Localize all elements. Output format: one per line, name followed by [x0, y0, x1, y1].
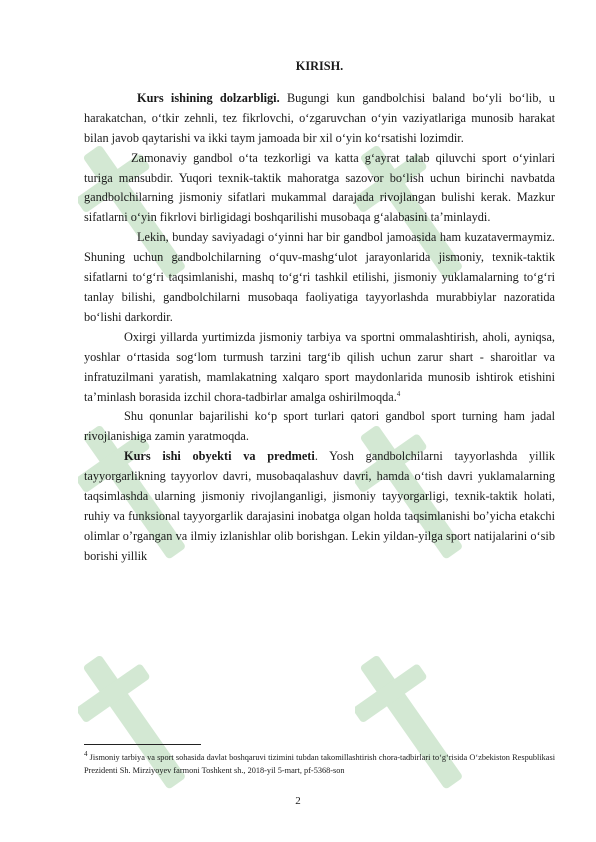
footnote-divider [84, 744, 201, 745]
watermark-logo-bottom-right [355, 610, 485, 810]
footnote [84, 751, 555, 777]
paragraph-relevance [84, 89, 555, 149]
paragraph-modern-handball: Zamonaviy gandbol o‘ta tezkorligi va katta g‘ayrat talab qiluvchi sport o‘yinlari turiga mansubdir. Yuqori texnik-taktik mahoratga sazovor bo‘lish uchun birinchi navbatda gandbolchilarning jismoniy sifatlari mukammal darajada rivojlangan bulishi kerak. Mazkur sifatlarni o‘yin fikrlovi birligidagi boshqarilishi musobaqa g‘alabasini ta’minlaydi. [84, 150, 555, 225]
sport-policy-text: Oxirgi yillarda yurtimizda jismoniy tarbiya va sportni ommalashtirish, aholi, ayniqsa, yoshlar o‘rtasida sog‘lom turmush tarzini targ‘ib qilish uchun zarur shart - sharoitlar va infratuzilmani yaratish, mamlakatning xalqaro sport maydonlarida munosib ishtirok etishini ta’minlash borasida izchil chora-tadbirlar amalga oshirilmoqda. [84, 329, 555, 404]
object-subject-heading: Kurs ishi obyekti va predmeti [124, 449, 315, 464]
paragraph-object-subject [84, 447, 555, 566]
page-title: KIRISH. [295, 59, 344, 73]
paragraph-laws: Shu qonunlar bajarilishi ko‘p sport turlari qatori gandbol sport turning ham jadal rivojlanishiga zamin yaratmoqda. [84, 409, 555, 444]
relevance-heading: Kurs ishining dolzarbligi. [137, 90, 280, 105]
footnote-reference: 4 [396, 389, 401, 398]
paragraph-training: Lekin, bunday saviyadagi o‘yinni har bir gandbol jamoasida ham kuzatavermaymiz. Shuning uchun gandbolchilarning o‘quv-mashg‘ulot jarayonlarida jismoniy, texnik-taktik sifatlarni to‘g‘ri taqsimlanishi, mashq to‘g‘ri tashkil etilishi, jismoniy yuklamalarning to‘g‘ri tanlay bilishi, gandbolchilarni musobaqa faoliyatiga tayyorlashda murabbiylar nazoratida bo‘lishi darkordir. [84, 230, 555, 324]
object-subject-text: . Yosh gandbolchilarni tayyorlashda yillik tayyorgarlikning tayyorlov davri, musobaqalashuv davri, hamda o‘tish davri yuklamalarning taqsimlashda ularning jismoniy rivojlanganligi, jismoniy tayyorgarligi, texnik-taktik holati, ruhiy va funksional tayyorgarlik darajasini inobatga olgan holda taqsimlanishi bo’yicha etakchi olimlar o’rgangan va ilmiy izlanishlar olib borishgan. Lekin yildan-yilga sport natijalarini o‘sib borishi yillik [84, 449, 555, 563]
footnote-marker: 4 [84, 750, 88, 759]
page-number: 2 [295, 795, 301, 807]
watermark-logo-bottom-left [78, 610, 208, 810]
footnote-text: Jismoniy tarbiya va sport sohasida davlat boshqaruvi tizimini tubdan takomillashtirish chora-tadbirlari to‘g‘risida O‘zbekiston Respublikasi Prezidenti Sh. Mirziyoyev farmoni Toshkent sh., 2018-yil 5-mart, pf-5368-son [84, 753, 555, 775]
paragraph-sport-policy [84, 328, 555, 408]
relevance-text: Bugungi kun gandbolchisi baland bo‘yli bo‘lib, u harakatchan, o‘tkir zehnli, tez fikrlovchi, o‘zgaruvchan o‘yin vaziyatlariga munosib harakat bilan javob qaytarishi va ikki taym jamoada bir xil o‘yin ko‘rsatishi lozimdir. [84, 90, 555, 145]
document-body [84, 57, 555, 567]
